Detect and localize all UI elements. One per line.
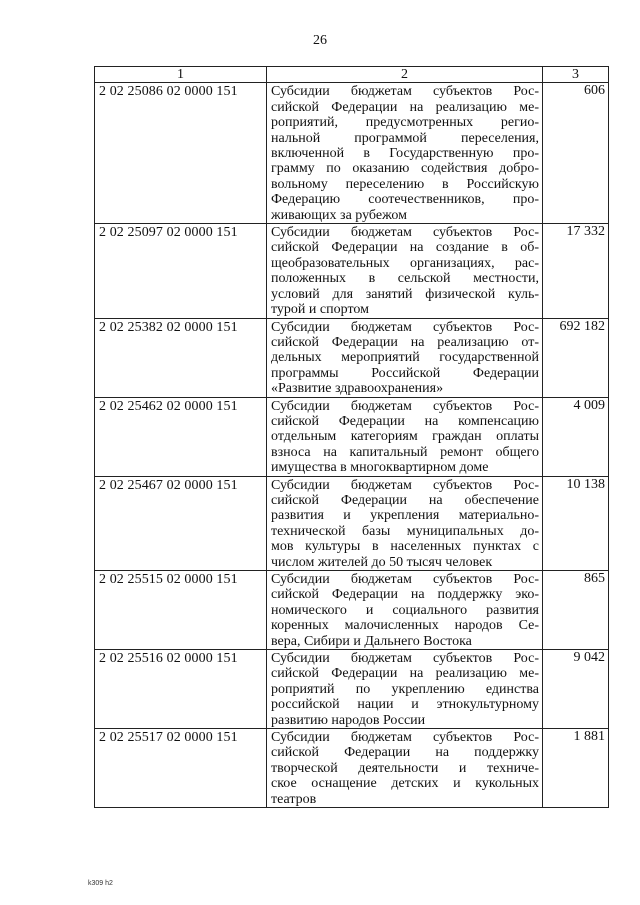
subsidy-name-line: ское оснащение детских и кукольных xyxy=(271,776,539,792)
subsidy-name-line: Субсидии бюджетам субъектов Рос- xyxy=(271,398,539,414)
subsidy-name-line: сийской Федерации на реализацию ме- xyxy=(271,666,539,682)
amount-cell: 692 182 xyxy=(543,318,609,397)
subsidy-name-line: условий для занятий физической куль- xyxy=(271,286,539,302)
subsidy-name-line: грамму по оказанию содействия добро- xyxy=(271,161,539,177)
budget-code-cell: 2 02 25517 02 0000 151 xyxy=(95,729,267,808)
subsidy-name-line: мов культуры в населенных пунктах с xyxy=(271,539,539,555)
budget-code-cell: 2 02 25086 02 0000 151 xyxy=(95,83,267,224)
subsidy-name-line: нальной программой переселения, xyxy=(271,130,539,146)
subsidy-name-line: номического и социального развития xyxy=(271,602,539,618)
subsidy-name-cell xyxy=(267,729,543,808)
subsidy-name-line: Федерацию соотечественников, про- xyxy=(271,192,539,208)
budget-code-cell: 2 02 25467 02 0000 151 xyxy=(95,476,267,570)
subsidy-name-line: развитию народов России xyxy=(271,712,426,728)
budget-code-cell: 2 02 25382 02 0000 151 xyxy=(95,318,267,397)
footer-code: k309 h2 xyxy=(88,880,113,887)
subsidy-name-line: «Развитие здравоохранения» xyxy=(271,381,444,397)
subsidy-name-cell xyxy=(267,397,543,476)
column-header-amount: 3 xyxy=(543,67,609,83)
subsidy-name-line: Субсидии бюджетам субъектов Рос- xyxy=(271,651,539,667)
subsidy-name-line: вера, Сибири и Дальнего Востока xyxy=(271,633,472,649)
column-header-name: 2 xyxy=(267,67,543,83)
amount-cell: 1 881 xyxy=(543,729,609,808)
subsidy-name-line: сийской Федерации на создание в об- xyxy=(271,240,539,256)
subsidy-name-line: программы Российской Федерации xyxy=(271,365,539,381)
amount-cell: 606 xyxy=(543,83,609,224)
budget-table xyxy=(94,66,609,808)
table-header-row xyxy=(95,67,609,83)
subsidy-name-line: Субсидии бюджетам субъектов Рос- xyxy=(271,319,539,335)
subsidy-name-line: коренных малочисленных народов Се- xyxy=(271,618,539,634)
subsidy-name-line: сийской Федерации на компенсацию xyxy=(271,413,539,429)
subsidy-name-line: творческой деятельности и техниче- xyxy=(271,760,539,776)
subsidy-name-line: вольному переселению в Российскую xyxy=(271,176,539,192)
subsidy-name-line: российской нации и этнокультурному xyxy=(271,697,539,713)
table-row xyxy=(95,729,609,808)
subsidy-name-line: дельных мероприятий государственной xyxy=(271,350,539,366)
table-row xyxy=(95,397,609,476)
page-number: 26 xyxy=(313,33,327,48)
column-header-code: 1 xyxy=(95,67,267,83)
subsidy-name-line: театров xyxy=(271,791,317,807)
subsidy-name-cell xyxy=(267,650,543,729)
subsidy-name-line: роприятий по укреплению единства xyxy=(271,681,539,697)
subsidy-name-line: живающих за рубежом xyxy=(271,207,407,223)
subsidy-name-line: отдельным категориям граждан оплаты xyxy=(271,429,539,445)
subsidy-name-line: развития и укрепления материально- xyxy=(271,508,539,524)
table-row xyxy=(95,476,609,570)
amount-cell: 17 332 xyxy=(543,224,609,318)
subsidy-name-line: сийской Федерации на поддержку эко- xyxy=(271,587,539,603)
subsidy-name-line: Субсидии бюджетам субъектов Рос- xyxy=(271,730,539,746)
subsidy-name-cell xyxy=(267,318,543,397)
subsidy-name-line: турой и спортом xyxy=(271,302,369,318)
subsidy-name-cell xyxy=(267,83,543,224)
amount-cell: 10 138 xyxy=(543,476,609,570)
subsidy-name-line: сийской Федерации на реализацию ме- xyxy=(271,99,539,115)
subsidy-name-line: сийской Федерации на реализацию от- xyxy=(271,334,539,350)
budget-code-cell: 2 02 25516 02 0000 151 xyxy=(95,650,267,729)
subsidy-name-line: положенных в сельской местности, xyxy=(271,271,539,287)
subsidy-name-line: включенной в Государственную про- xyxy=(271,146,539,162)
subsidy-name-line: числом жителей до 50 тысяч человек xyxy=(271,554,493,570)
subsidy-name-line: сийской Федерации на обеспечение xyxy=(271,492,539,508)
subsidy-name-cell xyxy=(267,224,543,318)
budget-code-cell: 2 02 25462 02 0000 151 xyxy=(95,397,267,476)
table-row xyxy=(95,83,609,224)
subsidy-name-line: технической базы муниципальных до- xyxy=(271,523,539,539)
subsidy-name-line: имущества в многоквартирном доме xyxy=(271,460,489,476)
budget-code-cell: 2 02 25097 02 0000 151 xyxy=(95,224,267,318)
subsidy-name-line: роприятий, предусмотренных регио- xyxy=(271,115,539,131)
table-row xyxy=(95,224,609,318)
table-row xyxy=(95,318,609,397)
subsidy-name-line: Субсидии бюджетам субъектов Рос- xyxy=(271,84,539,100)
subsidy-name-cell xyxy=(267,476,543,570)
amount-cell: 865 xyxy=(543,571,609,650)
amount-cell: 9 042 xyxy=(543,650,609,729)
table-row xyxy=(95,650,609,729)
subsidy-name-line: сийской Федерации на поддержку xyxy=(271,745,539,761)
subsidy-name-line: взноса на капитальный ремонт общего xyxy=(271,444,539,460)
budget-code-cell: 2 02 25515 02 0000 151 xyxy=(95,571,267,650)
subsidy-name-line: Субсидии бюджетам субъектов Рос- xyxy=(271,225,539,241)
subsidy-name-line: щеобразовательных организациях, рас- xyxy=(271,255,539,271)
table-row xyxy=(95,571,609,650)
subsidy-name-line: Субсидии бюджетам субъектов Рос- xyxy=(271,572,539,587)
amount-cell: 4 009 xyxy=(543,397,609,476)
subsidy-name-cell xyxy=(267,571,543,650)
subsidy-name-line: Субсидии бюджетам субъектов Рос- xyxy=(271,477,539,493)
